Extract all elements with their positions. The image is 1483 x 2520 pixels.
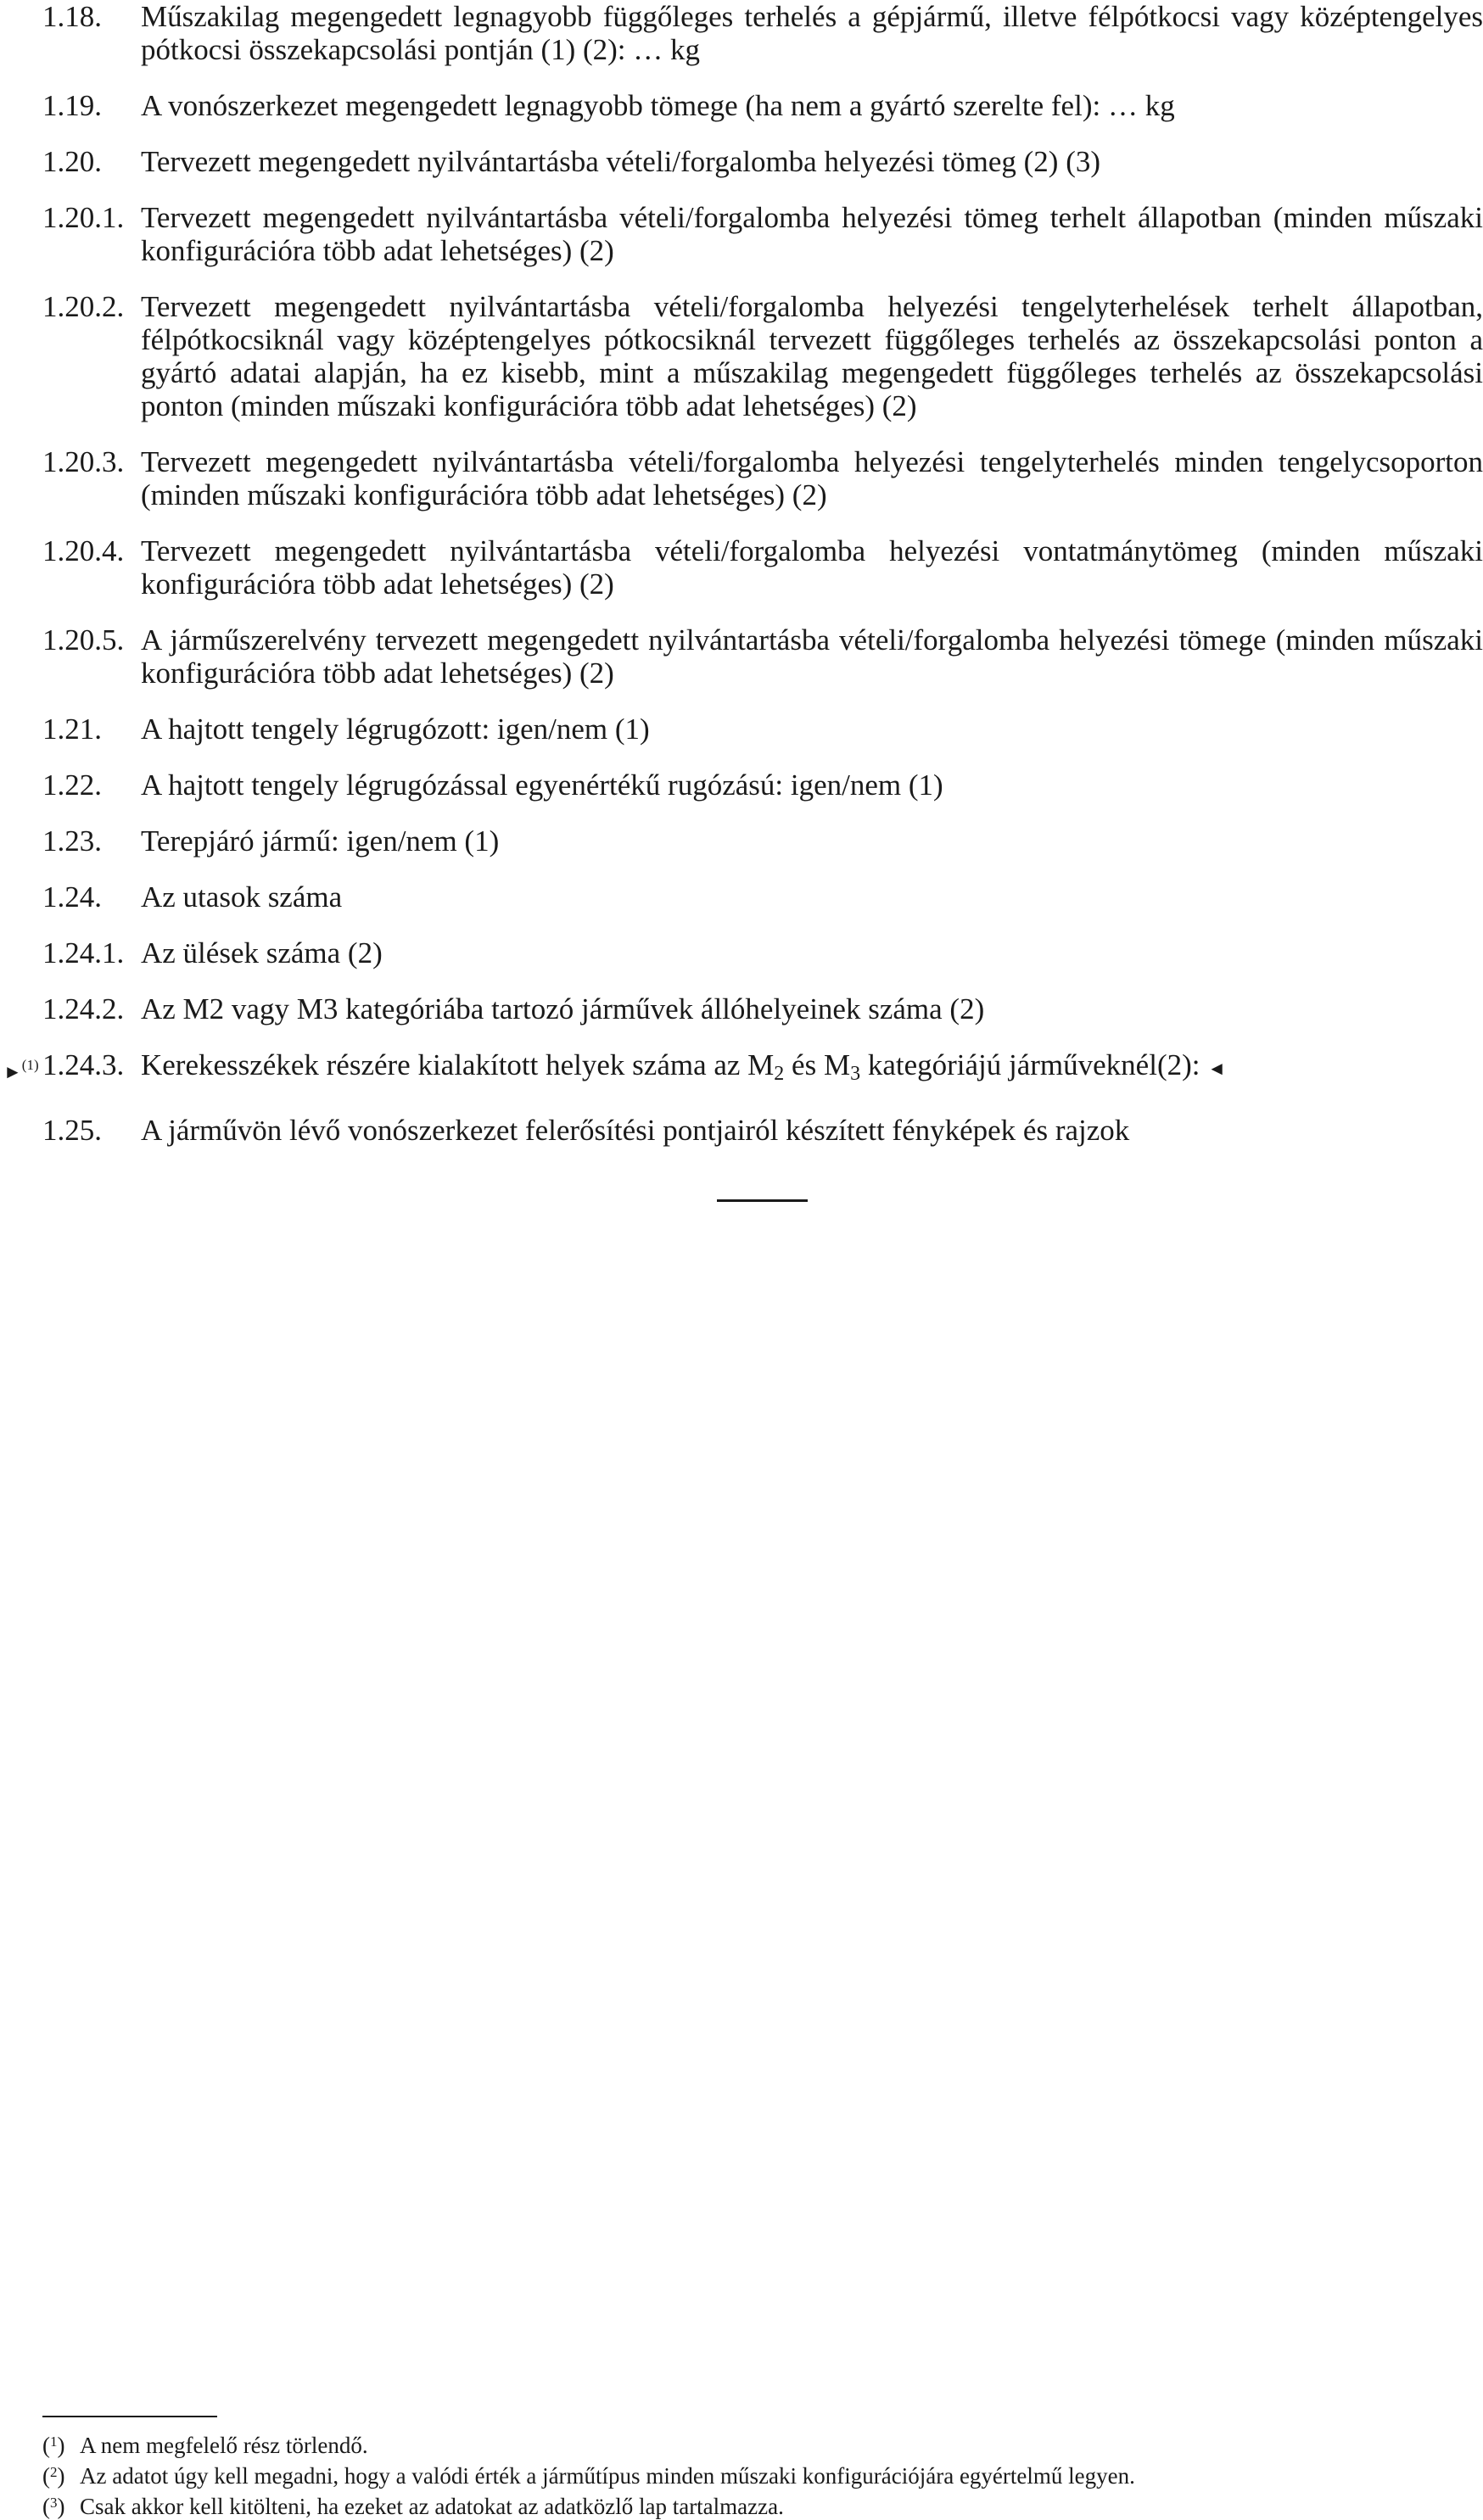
item-number: 1.20.5.: [42, 623, 125, 657]
item-text-part: Kerekesszékek részére kialakított helyek száma az M: [141, 1048, 775, 1081]
subscript: 2: [774, 1063, 785, 1085]
footnote-mark: ($^2$): [42, 2463, 65, 2489]
item-number: 1.25.: [42, 1114, 102, 1147]
item-text-part: és M: [784, 1048, 851, 1081]
item-text: A vonószerkezet megengedett legnagyobb tömege (ha nem a gyártó szerelte fel): … kg: [141, 89, 1175, 122]
list-item: [42, 145, 1483, 178]
footnote-text: Az adatot úgy kell megadni, hogy a valódi érték a járműtípus minden műszaki konfigurációjára egyértelmű legyen.: [80, 2463, 1135, 2489]
footnote-mark: ($^1$): [42, 2433, 65, 2458]
item-number: 1.23.: [42, 824, 102, 858]
item-number: 1.20.3.: [42, 445, 125, 478]
section-end-rule: [717, 1199, 808, 1202]
item-text-part: kategóriájú járműveknél(2):: [860, 1048, 1200, 1081]
list-item: [42, 880, 1483, 914]
list-item: [42, 992, 1483, 1025]
item-text: Tervezett megengedett nyilvántartásba vételi/forgalomba helyezési vontatmánytömeg (minden műszaki konfigurációra több adat lehetséges) (2): [141, 534, 1483, 601]
item-number: 1.24.: [42, 880, 102, 914]
amendment-start-marker: [3, 1048, 39, 1088]
item-number: 1.24.1.: [42, 936, 125, 969]
footnote-text: Csak akkor kell kitölteni, ha ezeket az adatokat az adatközlő lap tartalmazza.: [80, 2494, 784, 2519]
item-text: Tervezett megengedett nyilvántartásba vételi/forgalomba helyezési tömeg (2) (3): [141, 145, 1101, 178]
item-text: Műszakilag megengedett legnagyobb függőleges terhelés a gépjármű, illetve félpótkocsi vagy középtengelyes pótkocsi összekapcsolási pontján (1) (2): … kg: [141, 0, 1483, 66]
item-text: Az M2 vagy M3 kategóriába tartozó járművek állóhelyeinek száma (2): [141, 992, 985, 1025]
item-text: A járműszerelvény tervezett megengedett nyilvántartásba vételi/forgalomba helyezési tömege (minden műszaki konfigurációra több adat lehetséges) (2): [141, 623, 1483, 690]
item-text: Tervezett megengedett nyilvántartásba vételi/forgalomba helyezési tengelyterhelés minden tengelycsoporton (minden műszaki konfigurációra több adat lehetséges) (2): [141, 445, 1483, 511]
item-text: Az utasok száma: [141, 880, 343, 914]
list-item: [42, 534, 1483, 601]
item-number: 1.20.4.: [42, 534, 125, 567]
item-text: A hajtott tengely légrugózással egyenértékű rugózású: igen/nem (1): [141, 768, 943, 802]
list-item: [42, 712, 1483, 746]
footnote: [42, 2459, 1442, 2489]
item-text: Tervezett megengedett nyilvántartásba vételi/forgalomba helyezési tömeg terhelt állapotban (minden műszaki konfigurációra több adat lehetséges) (2): [141, 201, 1483, 267]
item-number: 1.20.1.: [42, 201, 125, 234]
amended-list-item: [3, 1048, 1483, 1091]
list-item: [42, 1114, 1483, 1147]
item-number: 1.24.2.: [42, 992, 125, 1025]
footnote-text: A nem megfelelő rész törlendő.: [80, 2433, 368, 2458]
list-item: [42, 768, 1483, 802]
item-text: [141, 1048, 1483, 1091]
item-number: 1.18.: [42, 0, 102, 33]
item-text: Tervezett megengedett nyilvántartásba vételi/forgalomba helyezési tengelyterhelések terhelt állapotban, félpótkocsiknál vagy középtengelyes pótkocsiknál tervezett függőleges terhelés az összekapcsolási ponton a gyártó adatai alapján, ha ez kisebb, mint a műszakilag megengedett függőleges terhelés az összekapcsolási ponton (minden műszaki konfigurációra több adat lehetséges) (2): [141, 290, 1483, 422]
item-text: A hajtott tengely légrugózott: igen/nem (1): [141, 712, 650, 746]
item-list: [3, 0, 1483, 1170]
list-item: [42, 290, 1483, 422]
list-item: [42, 623, 1483, 690]
footnote-separator: [42, 2416, 217, 2417]
item-text: Terepjáró jármű: igen/nem (1): [141, 824, 500, 858]
item-number: 1.21.: [42, 712, 102, 746]
item-number: 1.20.2.: [42, 290, 125, 323]
amendment-arrow-right-icon: ►: [3, 1061, 22, 1082]
item-text: A járművön lévő vonószerkezet felerősítési pontjairól készített fényképek és rajzok: [141, 1114, 1130, 1147]
list-item: [42, 89, 1483, 122]
subscript: 3: [850, 1063, 861, 1085]
list-item: [42, 824, 1483, 858]
footnote: [42, 2428, 1442, 2459]
item-number: 1.19.: [42, 89, 102, 122]
item-text: Az ülések száma (2): [141, 936, 383, 969]
item-number: 1.22.: [42, 768, 102, 802]
list-item: [42, 201, 1483, 267]
amendment-arrow-left-icon: ◄: [1207, 1058, 1227, 1079]
list-item: [42, 445, 1483, 511]
list-item: [42, 0, 1483, 66]
footnotes: [42, 2428, 1442, 2520]
item-number: 1.24.3.: [42, 1048, 125, 1081]
item-number: 1.20.: [42, 145, 102, 178]
amendment-reference: (1): [21, 1057, 39, 1073]
list-item: [42, 936, 1483, 969]
footnote-mark: ($^3$): [42, 2494, 65, 2519]
